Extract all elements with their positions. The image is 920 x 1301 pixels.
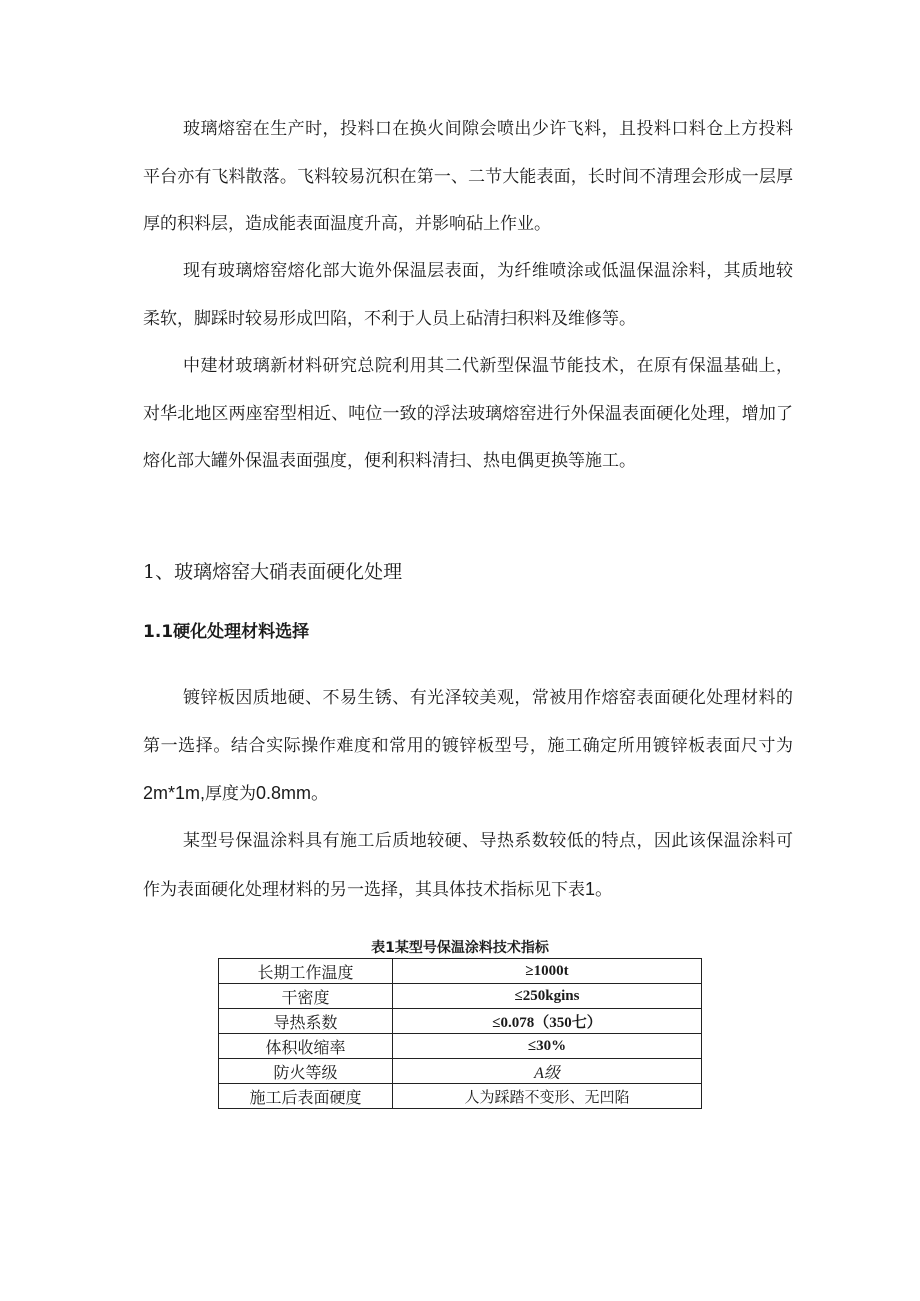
value-cell: ≤30%: [393, 1034, 702, 1059]
value-cell: ≥1000t: [393, 959, 702, 984]
param-cell: 干密度: [219, 984, 393, 1009]
material-paragraph-2-text: 某型号保温涂料具有施工后质地较硬、导热系数较低的特点，因此该保温涂料可作为表面硬化处理材料的另一选择，其具体技术指标见下表: [143, 831, 793, 900]
table-row: [219, 984, 702, 1009]
table-row: [219, 1059, 702, 1084]
material-paragraph-2: [143, 818, 793, 914]
intro-paragraph-1: 玻璃熔窑在生产时，投料口在换火间隙会喷出少许飞料，且投料口料仓上方投料平台亦有飞料散落。飞料较易沉积在第一、二节大能表面，长时间不清理会形成一层厚厚的积料层，造成能表面温度升高，并影响砧上作业。: [143, 119, 793, 234]
table-reference: 1。: [585, 878, 614, 899]
param-cell: 体积收缩率: [219, 1034, 393, 1059]
thickness-label: 厚度为: [205, 784, 257, 804]
intro-paragraph-2: 现有玻璃熔窑熔化部大诡外保温层表面，为纤维喷涂或低温保温涂料，其质地较柔软，脚踩时较易形成凹陷，不利于人员上砧清扫积料及维修等。: [143, 261, 793, 329]
material-paragraph-1: [143, 675, 793, 819]
table-row: [219, 959, 702, 984]
param-cell: 长期工作温度: [219, 959, 393, 984]
param-cell: 施工后表面硬度: [219, 1084, 393, 1109]
value-cell: 人为踩踏不变形、无凹陷: [393, 1084, 702, 1109]
param-cell: 防火等级: [219, 1059, 393, 1084]
section-heading: 1、玻璃熔窑大硝表面硬化处理: [143, 561, 403, 583]
table-row: [219, 1009, 702, 1034]
value-cell: ≤250kgins: [393, 984, 702, 1009]
plate-size: 2m*1m,: [143, 783, 206, 803]
table-caption: 表1某型号保温涂料技术指标: [371, 940, 549, 956]
spec-table: [218, 958, 702, 1109]
plate-thickness: 0.8mm。: [256, 783, 330, 803]
param-cell: 导热系数: [219, 1009, 393, 1034]
intro-paragraph-3: 中建材玻璃新材料研究总院利用其二代新型保温节能技术，在原有保温基础上，对华北地区两座窑型相近、吨位一致的浮法玻璃熔窑进行外保温表面硬化处理，增加了熔化部大罐外保温表面强度，便利积料清扫、热电偶更换等施工。: [143, 356, 793, 471]
table-row: [219, 1084, 702, 1109]
table-row: [219, 1034, 702, 1059]
subsection-heading: 1.1硬化处理材料选择: [143, 622, 310, 642]
value-cell: A级: [393, 1059, 702, 1084]
value-cell: ≤0.078（350七）: [393, 1009, 702, 1034]
material-paragraph-1-text: 镀锌板因质地硬、不易生锈、有光泽较美观，常被用作熔窑表面硬化处理材料的第一选择。结合实际操作难度和常用的镀锌板型号，施工确定所用镀锌板表面尺寸为: [143, 688, 793, 756]
